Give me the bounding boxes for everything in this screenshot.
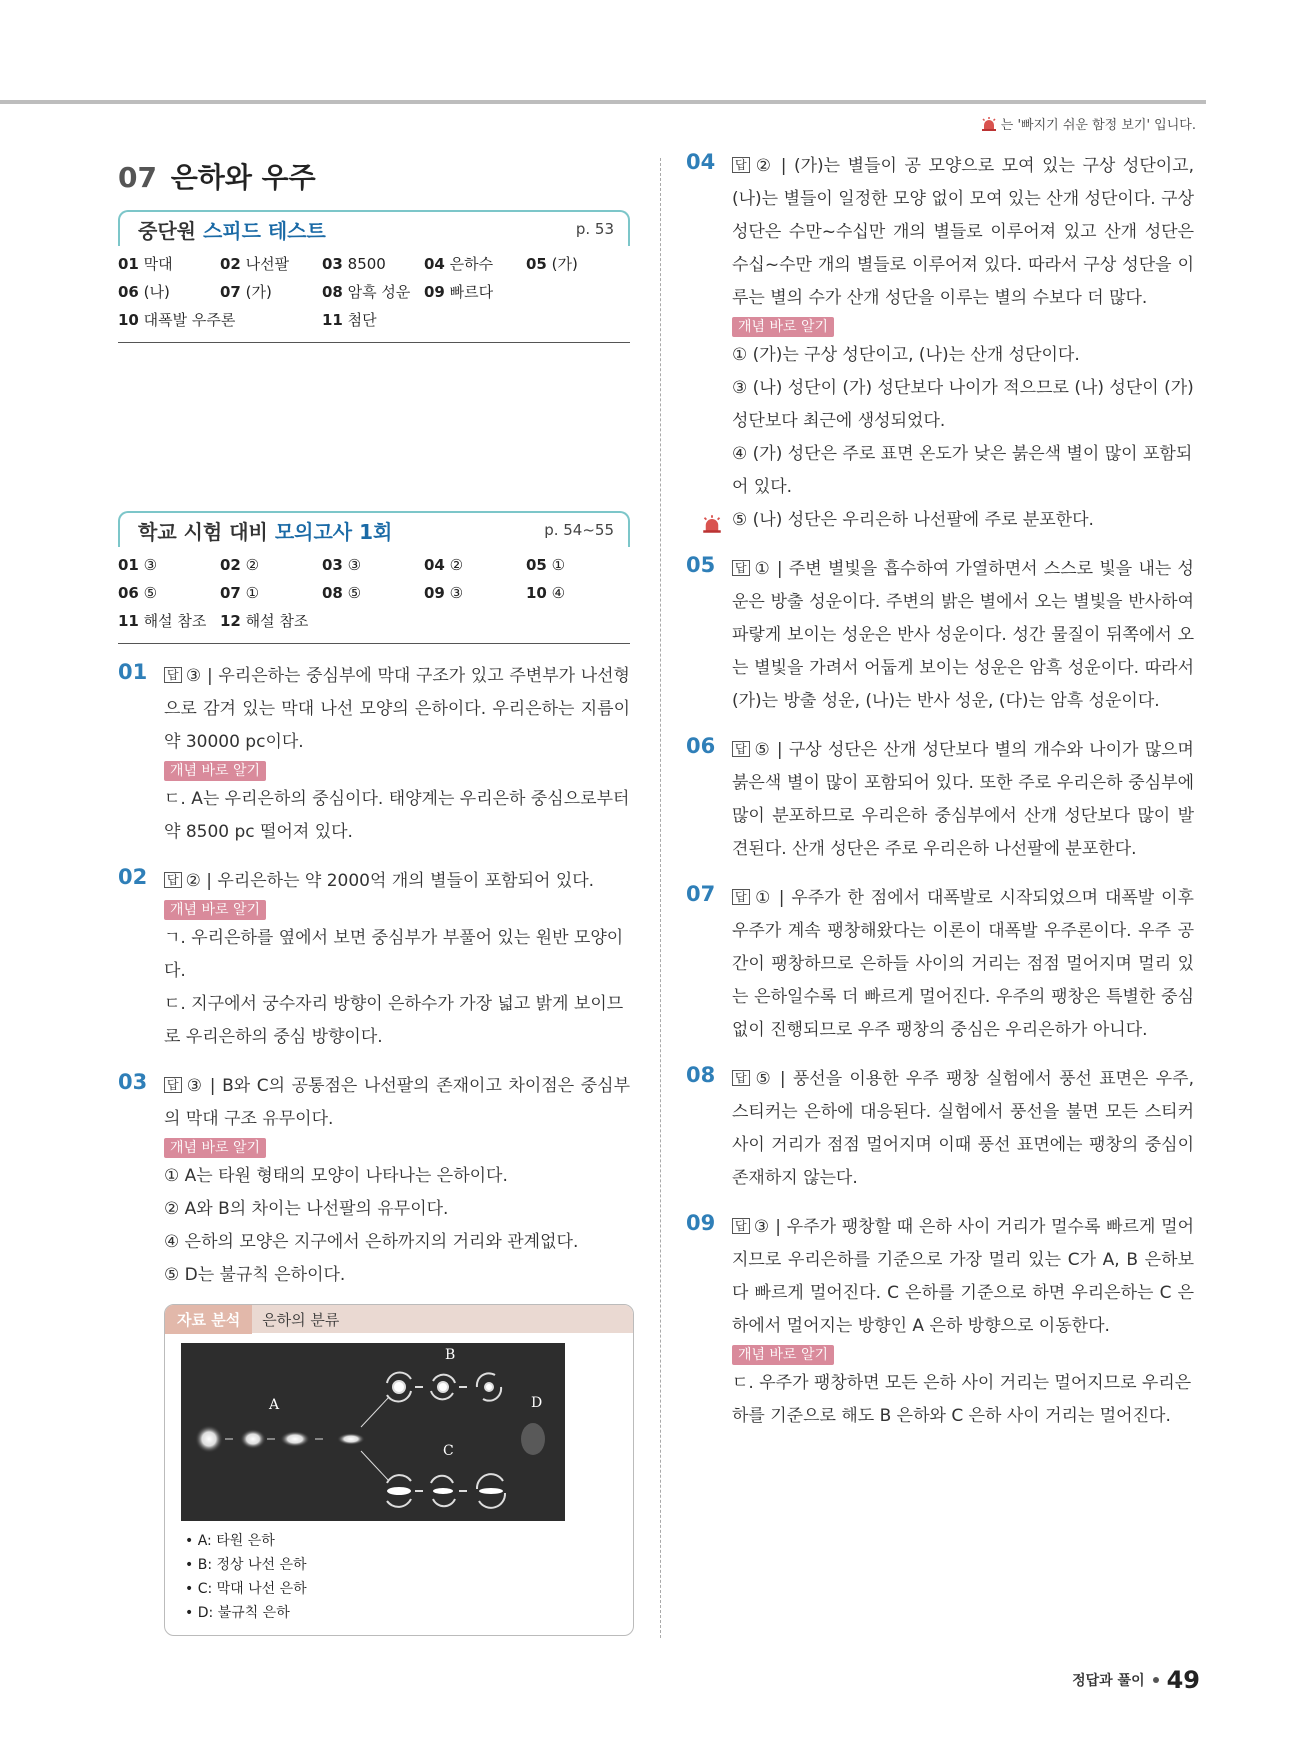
answer-item: 01 막대 [118, 255, 173, 273]
mock-test-answers [118, 547, 630, 644]
speed-test-title: 중단원 스피드 테스트 [138, 218, 326, 243]
answer-item: 01 ③ [118, 556, 158, 574]
speed-test-page: p. 53 [575, 220, 614, 238]
column-divider [660, 158, 661, 1638]
label-b: B [445, 1347, 456, 1363]
answer-item: 08 암흑 성운 [322, 283, 411, 301]
data-analysis-label: 자료 분석 [165, 1305, 252, 1334]
alarm-icon [981, 117, 997, 131]
answer-row [118, 250, 630, 278]
page-footer [1072, 1666, 1200, 1694]
answer-item: 11 해설 참조 [118, 612, 207, 630]
answer-item: 03 8500 [322, 255, 386, 273]
footer-dot [1153, 1677, 1159, 1683]
label-c: C [443, 1443, 454, 1459]
footer-label: 정답과 풀이 [1072, 1673, 1145, 1689]
concept-tag: 개념 바로 알기 [732, 317, 834, 337]
question-04: 04 답 ② | (가)는 별들이 공 모양으로 모여 있는 구상 성단이고, (나)는 별들이 일정한 모양 없이 모여 있는 산개 성단이다. 구상 성단은 수만~수십만 개의 별들로 이루어져 있고 산개 성단은 수십~수만 개의 별들로 이루어져 있다. 따라서 구상 성단을 이루는 별의 수가 산개 성단을 이루는 별의 수보다 더 많다. 개념 바로 알기 ① (가)는 구상 성단이고, (나)는 산개 성단이다. ③ (나) 성단이 (가) 성단보다 나이가 적으므로 (나) 성단이 (가) 성단보다 최근에 생성되었다. ④ (가) 성단은 주로 표면 온도가 낮은 붉은색 별이 많이 포함되어 있다. ⑤ (나) 성단은 우리은하 나선팔에 주로 분포한다. [686, 150, 1194, 537]
data-analysis-box [164, 1304, 634, 1636]
question-02: 02 답 ② | 우리은하는 약 2000억 개의 별들이 포함되어 있다. 개념 바로 알기 ㄱ. 우리은하를 옆에서 보면 중심부가 부풀어 있는 원반 모양이다. ㄷ. 지구에서 궁수자리 방향이 은하수가 가장 넓고 밝게 보이므로 우리은하의 중심 방향이다. [118, 865, 624, 1047]
answer-item: 08 ⑤ [322, 584, 362, 602]
answer-row [118, 607, 630, 635]
question-06: 06 답 ⑤ | 구상 성단은 산개 성단보다 별의 개수와 나이가 많으며 붉은색 별이 많이 포함되어 있다. 또한 주로 우리은하 중심부에 많이 분포하므로 우리은하 중심부에서 산개 성단보다 많이 발견된다. 산개 성단은 주로 우리은하 나선팔에 분포한다. [686, 734, 1194, 859]
page-number: 49 [1166, 1666, 1200, 1694]
answer-item: 06 ⑤ [118, 584, 158, 602]
concept-tag: 개념 바로 알기 [164, 1138, 266, 1158]
data-analysis-title: 은하의 분류 [262, 1310, 340, 1329]
answer-item: 05 (가) [526, 255, 578, 273]
alarm-icon [702, 512, 722, 545]
answer-item: 10 대폭발 우주론 [118, 311, 236, 329]
answer-item: 02 ② [220, 556, 260, 574]
question-03: 03 답 ③ | B와 C의 공통점은 나선팔의 존재이고 차이점은 중심부의 막대 구조 유무이다. 개념 바로 알기 ① A는 타원 형태의 모양이 나타나는 은하이다. ② A와 B의 차이는 나선팔의 유무이다. ④ 은하의 모양은 지구에서 은하까지의 거리와 관계없다. ⑤ D는 불규칙 은하이다. 자료 분석 은하의 분류 A B C D • A: 타원 은하 • B: 정상 나선 은하 • C: 막대 나선 은하 • D: 불규칙 은하 [118, 1070, 630, 1636]
answer-item: 02 나선팔 [220, 255, 290, 273]
top-rule [0, 100, 1206, 104]
answer-item: 07 (가) [220, 283, 272, 301]
answer-item: 04 ② [424, 556, 464, 574]
chapter-title [118, 156, 630, 196]
label-a: A [269, 1397, 280, 1413]
chapter-number: 07 [118, 161, 157, 194]
concept-tag: 개념 바로 알기 [164, 761, 266, 781]
answer-item: 05 ① [526, 556, 566, 574]
answer-item: 04 은하수 [424, 255, 494, 273]
answer-item: 09 ③ [424, 584, 464, 602]
answer-item: 10 ④ [526, 584, 566, 602]
mock-test-title: 학교 시험 대비 모의고사 1회 [138, 519, 393, 544]
trap-legend-text: 는 '빠지기 쉬운 함정 보기' 입니다. [1000, 118, 1196, 133]
concept-tag: 개념 바로 알기 [164, 900, 266, 920]
question-07: 07 답 ① | 우주가 한 점에서 대폭발로 시작되었으며 대폭발 이후 우주가 계속 팽창해왔다는 이론이 대폭발 우주론이다. 우주 공간이 팽창하므로 은하들 사이의 거리는 점점 멀어지며 멀리 있는 은하일수록 더 빠르게 멀어진다. 우주의 팽창은 특별한 중심 없이 진행되므로 우주 팽창의 중심은 우리은하가 아니다. [686, 882, 1194, 1040]
galaxy-classification-image [181, 1343, 565, 1521]
answer-row [118, 579, 630, 607]
answer-row [118, 278, 630, 306]
speed-test-answers [118, 246, 630, 343]
right-column [686, 150, 1194, 1433]
concept-tag: 개념 바로 알기 [732, 1345, 834, 1365]
trap-legend [981, 114, 1196, 133]
chapter-name: 은하와 우주 [170, 161, 316, 194]
galaxy-legend: • A: 타원 은하 • B: 정상 나선 은하 • C: 막대 나선 은하 • D: 불규칙 은하 [185, 1533, 307, 1621]
question-09: 09 답 ③ | 우주가 팽창할 때 은하 사이 거리가 멀수록 빠르게 멀어지므로 우리은하를 기준으로 가장 멀리 있는 C가 A, B 은하보다 빠르게 멀어진다. C 은하를 기준으로 하면 우리은하는 C 은하에서 멀어지는 방향인 A 은하 방향으로 이동한다. 개념 바로 알기 ㄷ. 우주가 팽창하면 모든 은하 사이 거리는 멀어지므로 우리은하를 기준으로 해도 B 은하와 C 은하 사이 거리는 멀어진다. [686, 1211, 1194, 1426]
mock-test-header [118, 511, 630, 547]
answer-item: 09 빠르다 [424, 283, 494, 301]
question-08: 08 답 ⑤ | 풍선을 이용한 우주 팽창 실험에서 풍선 표면은 우주, 스티커는 은하에 대응된다. 실험에서 풍선을 불면 모든 스티커 사이 거리가 점점 멀어지며 이때 풍선 표면에는 팽창의 중심이 존재하지 않는다. [686, 1063, 1194, 1188]
answer-item: 03 ③ [322, 556, 362, 574]
question-01: 01 답 ③ | 우리은하는 중심부에 막대 구조가 있고 주변부가 나선형으로 감겨 있는 막대 나선 모양의 은하이다. 우리은하는 지름이 약 30000 pc이다. 개념 바로 알기 ㄷ. A는 우리은하의 중심이다. 태양계는 우리은하 중심으로부터 약 8500 pc 떨어져 있다. [118, 660, 630, 842]
label-d: D [531, 1395, 543, 1411]
answer-item: 06 (나) [118, 283, 170, 301]
answer-row [118, 551, 630, 579]
answer-item: 12 해설 참조 [220, 612, 309, 630]
question-05: 05 답 ① | 주변 별빛을 흡수하여 가열하면서 스스로 빛을 내는 성운은 방출 성운이다. 주변의 밝은 별에서 오는 별빛을 반사하여 파랗게 보이는 성운은 반사 성운이다. 성간 물질이 뒤쪽에서 오는 별빛을 가려서 어둡게 보이는 성운은 암흑 성운이다. 따라서 (가)는 방출 성운, (나)는 반사 성운, (다)는 암흑 성운이다. [686, 553, 1194, 711]
answer-row [118, 306, 630, 334]
left-column [118, 150, 630, 1636]
mock-test-page: p. 54~55 [544, 521, 614, 539]
answer-item: 07 ① [220, 584, 260, 602]
answer-item: 11 첨단 [322, 311, 377, 329]
speed-test-header [118, 210, 630, 246]
